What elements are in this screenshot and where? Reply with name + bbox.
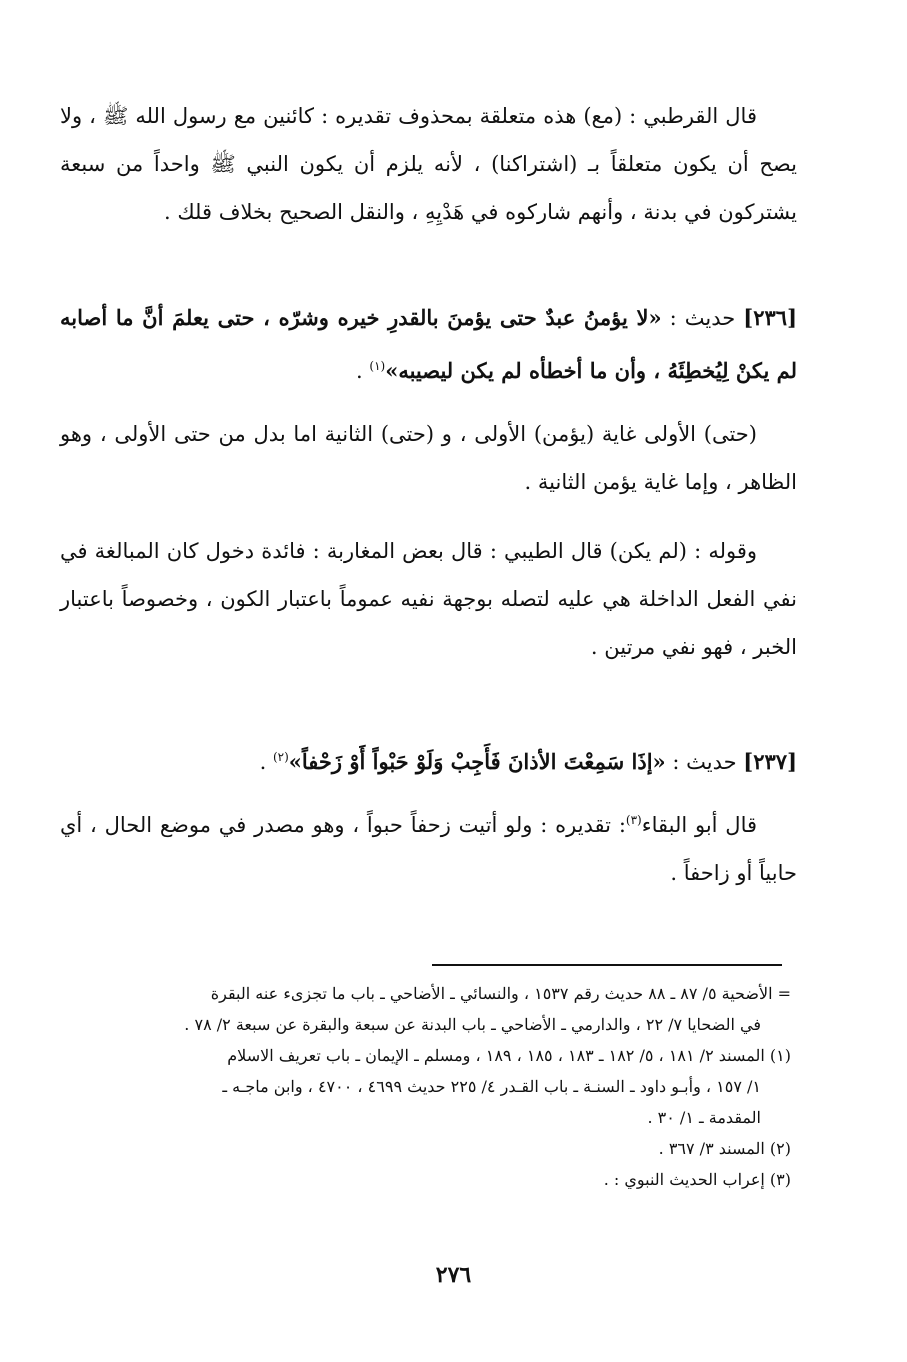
paragraph-tibi — [60, 527, 797, 671]
paragraph-text: وقوله : (لم يكن) قال الطيبي : قال بعض المغاربة : فائدة دخول كان المبالغة في نفي الفعل الداخلة هي عليه لتصله بوجهة نفيه عموماً باعتبار الكون ، وخصوصاً باعتبار الخبر ، فهو نفي مرتين . — [60, 539, 798, 659]
footnote-1-line: ١/ ١٥٧ ، وأبـو داود ـ السنـة ـ باب القـدر ٤/ ٢٢٥ حديث ٤٦٩٩ ، ٤٧٠٠ ، وابن ماجـه ـ — [222, 1077, 761, 1096]
footnotes — [60, 978, 791, 1195]
footnote-continued-line: = الأضحية ٥/ ٨٧ ـ ٨٨ حديث رقم ١٥٣٧ ، والنسائي ـ الأضاحي ـ باب ما تجزىء عنه البقرة — [210, 984, 791, 1003]
hadith-lead: حديث : — [672, 750, 737, 774]
footnote-continued-line: في الضحايا ٧/ ٢٢ ، والدارمي ـ الأضاحي ـ باب البدنة عن سبعة والبقرة عن سبعة ٢/ ٧٨ . — [184, 1015, 761, 1034]
paragraph-text: قال القرطبي : (مع) هذه متعلقة بمحذوف تقديره : كائنين مع رسول الله ﷺ ، ولا يصح أن يكون متعلقاً بـ (اشتراكنا) ، لأنه يلزم أن يكون النبي ﷺ واحداً من سبعة يشتركون في بدنة ، وأنهم شاركوه في هَدْيِهِ ، والنقل الصحيح بخلاف قلك . — [60, 104, 797, 224]
hadith-text: «إذَا سَمِعْتَ الأذانَ فَأَجِبْ وَلَوْ حَبْواً أَوْ زَحْفاً» — [288, 749, 666, 774]
hadith-lead: حديث : — [669, 306, 736, 330]
hadith-number: [٢٣٦] — [743, 305, 797, 330]
hadith-text: «لا يؤمنُ عبدٌ حتى يؤمنَ بالقدرِ خيره وشرّه ، حتى يعلمَ أنَّ ما أصابه لم يكنْ لِيُخطِئَهُ ، وأن ما أخطأه لم يكن ليصيبه» — [60, 305, 797, 383]
punctuation: . — [259, 750, 273, 774]
paragraph-qurtubi — [60, 92, 797, 236]
footnote-ref: (١) — [369, 359, 386, 373]
paragraph-text: : تقديره : ولو أتيت زحفاً حبواً ، وهو مصدر في موضع الحال ، أي حابياً أو زاحفاً . — [60, 813, 797, 885]
hadith-number: [٢٣٧] — [743, 749, 797, 774]
footnote-3: (٣) إعراب الحديث النبوي : . — [603, 1170, 791, 1189]
footnote-2: (٢) المسند ٣/ ٣٦٧ . — [658, 1139, 791, 1158]
paragraph-text: قال أبو البقاء — [641, 813, 757, 837]
page-number: ٢٧٦ — [435, 1262, 472, 1288]
footnote-ref: (٣) — [625, 813, 642, 827]
footnote-ref: (٢) — [272, 750, 289, 764]
hadith-236: [٢٣٦] حديث : «لا يؤمنُ عبدٌ حتى يؤمنَ بالقدرِ خيره وشرّه ، حتى يعلمَ أنَّ ما أصابه لم يكنْ لِيُخطِئَهُ ، وأن ما أخطأه لم يكن ليصيبه»$^{(١)}$ . — [60, 305, 797, 383]
hadith-237 — [60, 733, 797, 786]
paragraph-abu-albaqa — [60, 796, 797, 897]
paragraph-text: (حتى) الأولى غاية (يؤمن) الأولى ، و (حتى) الثانية اما بدل من حتى الأولى ، وهو الظاهر ، وإما غاية يؤمن الثانية . — [60, 422, 797, 494]
paragraph-hatta — [60, 410, 797, 506]
footnote-1: (١) المسند ٢/ ١٨١ ، ٥/ ١٨٢ ـ ١٨٣ ، ١٨٥ ، ١٨٩ ، ومسلم ـ الإيمان ـ باب تعريف الاسلام — [227, 1046, 791, 1065]
footnote-divider — [432, 964, 782, 966]
footnote-1-line: المقدمة ـ ١/ ٣٠ . — [647, 1108, 761, 1127]
